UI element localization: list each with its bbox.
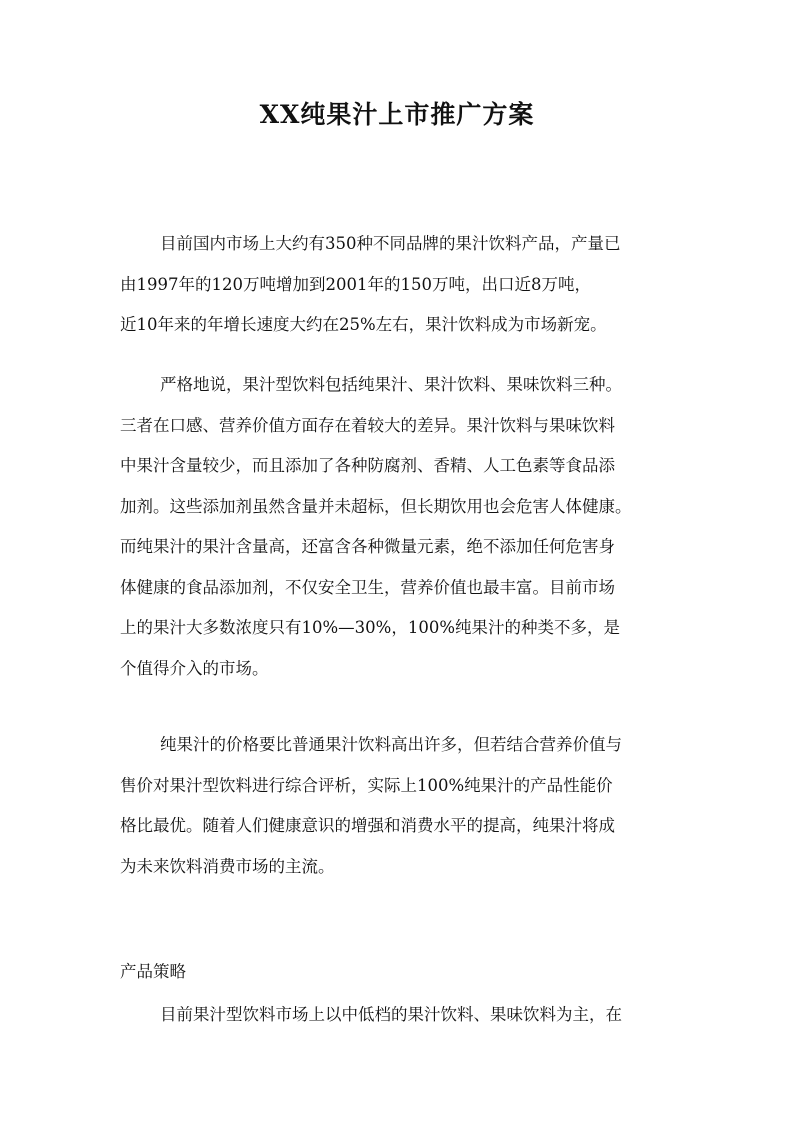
paragraph-line: 目前果汁型饮料市场上以中低档的果汁饮料、果味饮料为主，在 [160, 1005, 622, 1024]
paragraph-line: 格比最优。随着人们健康意识的增强和消费水平的提高，纯果汁将成 [120, 816, 615, 835]
paragraph-line: 中果汁含量较少，而且添加了各种防腐剂、香精、人工色素等食品添 [120, 456, 615, 475]
section-heading-product-strategy: 产品策略 [120, 962, 186, 981]
paragraph-market-overview [120, 224, 680, 346]
paragraph-price-analysis [120, 725, 680, 887]
paragraph-juice-types [120, 365, 680, 689]
paragraph-line: 售价对果汁型饮料进行综合评析，实际上100%纯果汁的产品性能价 [120, 775, 613, 795]
paragraph-line: 严格地说，果汁型饮料包括纯果汁、果汁饮料、果味饮料三种。 [160, 375, 622, 394]
paragraph-product-strategy [120, 995, 680, 1036]
paragraph-line: 个值得介入的市场。 [120, 658, 269, 678]
paragraph-line: 上的果汁大多数浓度只有10%—30%，100%纯果汁的种类不多，是 [120, 618, 621, 637]
paragraph-line: 近10年来的年增长速度大约在25%左右，果汁饮料成为市场新宠。 [120, 315, 607, 334]
paragraph-line: 纯果汁的价格要比普通果汁饮料高出许多，但若结合营养价值与 [160, 735, 622, 754]
paragraph-line: 体健康的食品添加剂，不仅安全卫生，营养价值也最丰富。目前市场 [120, 577, 615, 597]
paragraph-line: 目前国内市场上大约有350种不同品牌的果汁饮料产品，产量已 [160, 234, 621, 253]
paragraph-line: 三者在口感、营养价值方面存在着较大的差异。果汁饮料与果味饮料 [120, 415, 615, 435]
paragraph-line: 加剂。这些添加剂虽然含量并未超标，但长期饮用也会危害人体健康。 [120, 496, 632, 516]
document-title: XX纯果汁上市推广方案 [259, 100, 535, 129]
paragraph-line: 由1997年的120万吨增加到2001年的150万吨，出口近8万吨， [120, 274, 591, 294]
paragraph-line: 而纯果汁的果汁含量高，还富含各种微量元素，绝不添加任何危害身 [120, 537, 615, 556]
paragraph-line: 为未来饮料消费市场的主流。 [120, 856, 335, 876]
